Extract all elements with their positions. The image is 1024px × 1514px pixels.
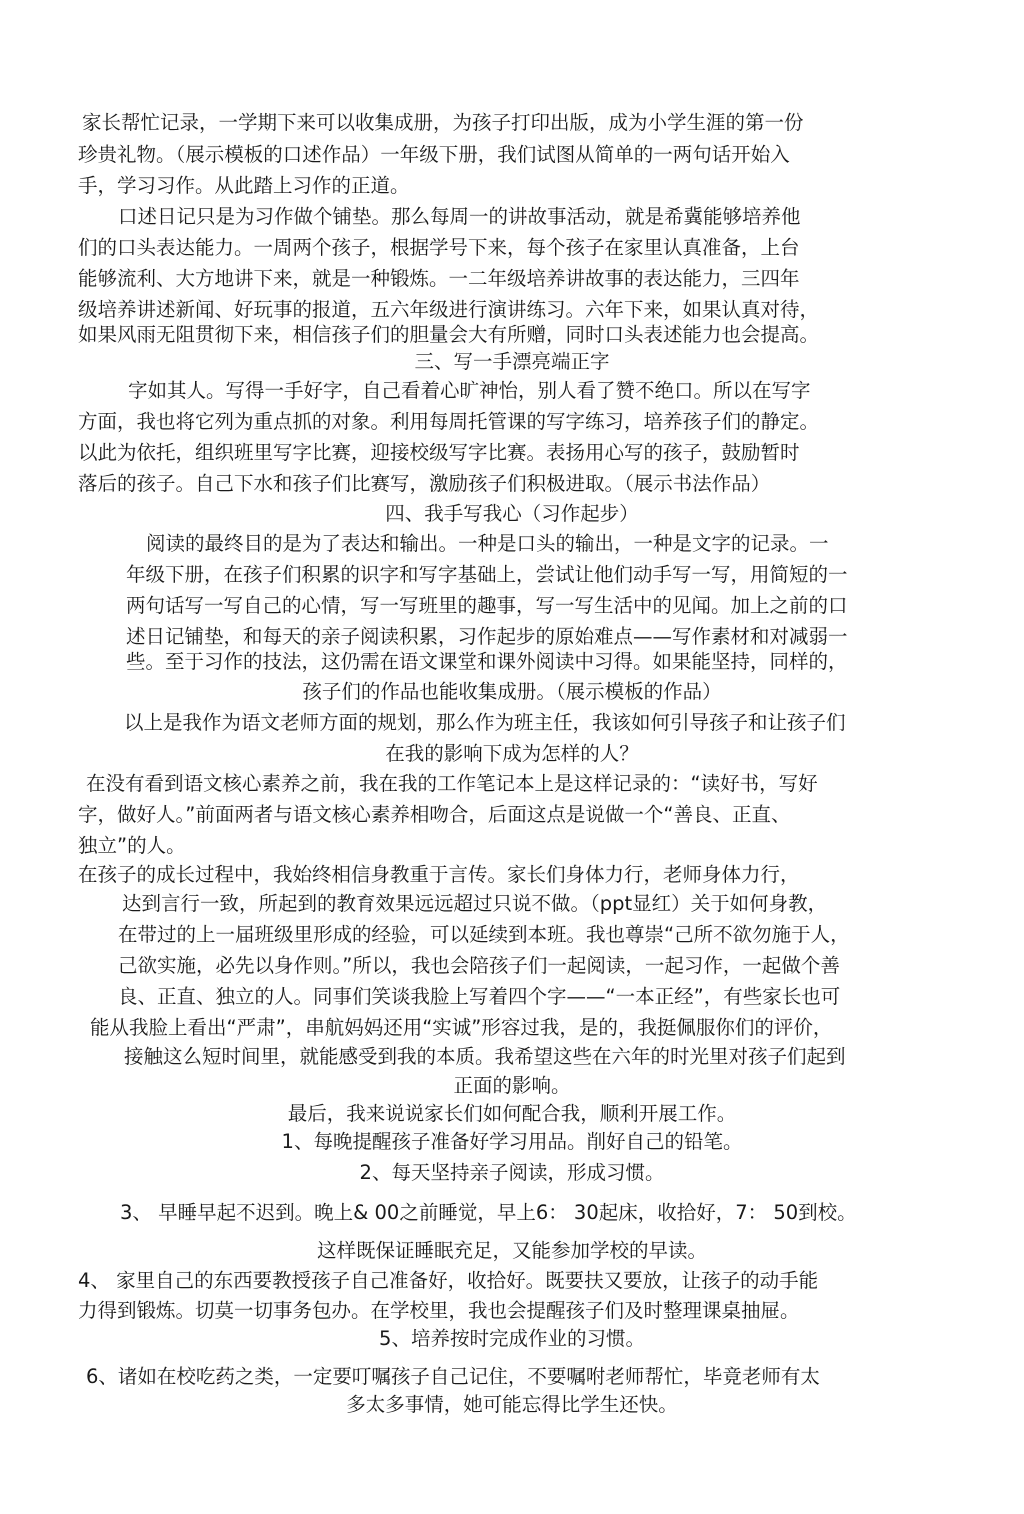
list-item: 1、每晚提醒孩子准备好学习用品。削好自己的铅笔。 bbox=[281, 1130, 743, 1153]
text-line: 独立”的人。 bbox=[78, 834, 186, 857]
text-line: 落后的孩子。自己下水和孩子们比赛写，激励孩子们积极进取。（展示书法作品） bbox=[78, 472, 771, 495]
text-line: 多太多事情，她可能忘得比学生还快。 bbox=[346, 1393, 678, 1416]
text-line: 珍贵礼物。（展示模板的口述作品）一年级下册，我们试图从简单的一两句话开始入 bbox=[78, 143, 790, 166]
section-heading: 三、写一手漂亮端正字 bbox=[414, 350, 610, 373]
text-line: 最后，我来说说家长们如何配合我，顺利开展工作。 bbox=[287, 1102, 737, 1125]
text-line: 字如其人。写得一手好字，自己看着心旷神怡，别人看了赞不绝口。所以在写字 bbox=[128, 379, 811, 402]
text-line: 孩子们的作品也能收集成册。（展示模板的作品） bbox=[302, 680, 722, 703]
text-line: 这样既保证睡眠充足，又能参加学校的早读。 bbox=[316, 1239, 707, 1262]
text-line: 如果风雨无阻贯彻下来，相信孩子们的胆量会大有所赠，同时口头表述能力也会提高。 bbox=[78, 323, 820, 346]
text-line: 两句话写一写自己的心情，写一写班里的趣事，写一写生活中的见闻。加上之前的口 bbox=[126, 594, 848, 617]
text-line: 在没有看到语文核心素养之前，我在我的工作笔记本上是这样记录的：“读好书，写好 bbox=[86, 772, 818, 795]
text-line: 口述日记只是为习作做个铺垫。那么每周一的讲故事活动，就是希冀能够培养他 bbox=[118, 205, 801, 228]
text-line: 在我的影响下成为怎样的人？ bbox=[385, 742, 639, 765]
text-line: 手，学习习作。从此踏上习作的正道。 bbox=[78, 174, 410, 197]
text-line: 阅读的最终目的是为了表达和输出。一种是口头的输出，一种是文字的记录。一 bbox=[146, 532, 829, 555]
list-item: 3、 早睡早起不迟到。晚上& 00之前睡觉，早上6： 30起床，收拾好，7： 50到校。 bbox=[120, 1201, 857, 1224]
text-line: 们的口头表达能力。一周两个孩子，根据学号下来，每个孩子在家里认真准备，上台 bbox=[78, 236, 800, 259]
text-line: 良、正直、独立的人。同事们笑谈我脸上写着四个字——“一本正经”，有些家长也可 bbox=[118, 985, 841, 1008]
text-line: 年级下册，在孩子们积累的识字和写字基础上，尝试让他们动手写一写，用简短的一 bbox=[126, 563, 848, 586]
list-item: 6、诸如在校吃药之类，一定要叮嘱孩子自己记住，不要嘱咐老师帮忙，毕竟老师有太 bbox=[86, 1365, 820, 1388]
text-line: 己欲实施，必先以身作则。”所以，我也会陪孩子们一起阅读，一起习作，一起做个善 bbox=[118, 954, 840, 977]
text-line: 能够流利、大方地讲下来，就是一种锻炼。一二年级培养讲故事的表达能力，三四年 bbox=[78, 267, 800, 290]
text-line: 在带过的上一届班级里形成的经验，可以延续到本班。我也尊崇“己所不欲勿施于人， bbox=[118, 923, 850, 946]
text-line: 些。至于习作的技法，这仍需在语文课堂和课外阅读中习得。如果能坚持，同样的， bbox=[126, 650, 848, 673]
list-item: 4、 家里自己的东西要教授孩子自己准备好，收拾好。既要扶又要放，让孩子的动手能 bbox=[78, 1269, 819, 1292]
text-line: 级培养讲述新闻、好玩事的报道，五六年级进行演讲练习。六年下来，如果认真对待， bbox=[78, 298, 820, 321]
list-item: 2、每天坚持亲子阅读，形成习惯。 bbox=[359, 1161, 665, 1184]
text-line: 在孩子的成长过程中，我始终相信身教重于言传。家长们身体力行，老师身体力行， bbox=[78, 863, 800, 886]
text-line: 达到言行一致，所起到的教育效果远远超过只说不做。（ppt显红）关于如何身教， bbox=[122, 892, 828, 915]
text-line: 正面的影响。 bbox=[453, 1074, 571, 1097]
text-line: 方面，我也将它列为重点抓的对象。利用每周托管课的写字练习，培养孩子们的静定。 bbox=[78, 410, 820, 433]
section-heading: 四、我手写我心（习作起步） bbox=[385, 502, 639, 525]
list-item: 5、培养按时完成作业的习惯。 bbox=[379, 1327, 645, 1350]
text-line: 述日记铺垫，和每天的亲子阅读积累，习作起步的原始难点——写作素材和对减弱一 bbox=[126, 625, 848, 648]
text-line: 以此为依托，组织班里写字比赛，迎接校级写字比赛。表扬用心写的孩子，鼓励暂时 bbox=[78, 441, 800, 464]
text-line: 能从我脸上看出“严肃”，串航妈妈还用“实诚”形容过我，是的，我挺佩服你们的评价， bbox=[90, 1016, 833, 1039]
text-line: 家长帮忙记录，一学期下来可以收集成册，为孩子打印出版，成为小学生涯的第一份 bbox=[82, 111, 804, 134]
text-line: 字，做好人。”前面两者与语文核心素养相吻合，后面这点是说做一个“善良、正直、 bbox=[78, 803, 791, 826]
text-line: 以上是我作为语文老师方面的规划，那么作为班主任，我该如何引导孩子和让孩子们 bbox=[124, 711, 846, 734]
text-line: 接触这么短时间里，就能感受到我的本质。我希望这些在六年的时光里对孩子们起到 bbox=[124, 1045, 846, 1068]
text-line: 力得到锻炼。切莫一切事务包办。在学校里，我也会提醒孩子们及时整理课桌抽屉。 bbox=[78, 1299, 800, 1322]
